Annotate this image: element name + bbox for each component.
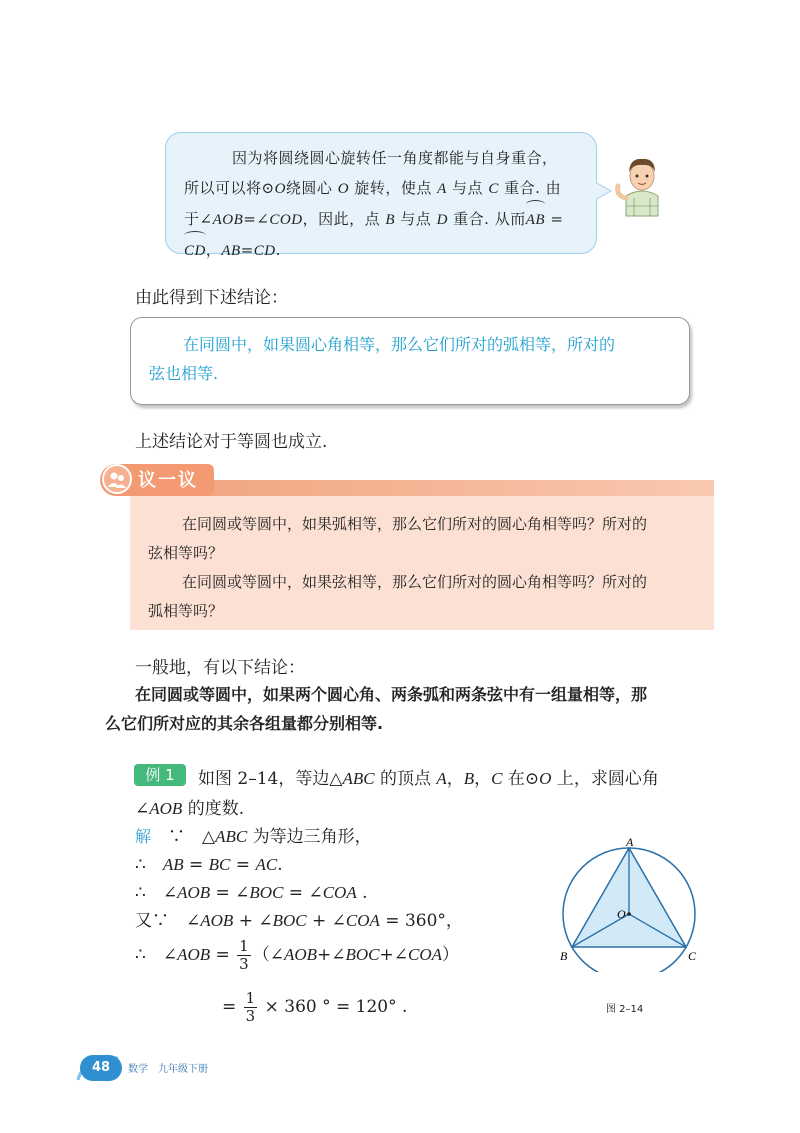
discussion-people-icon <box>102 464 132 494</box>
example-question-line-1: 如图 2–14，等边△ABC 的顶点 A，B，C 在⊙O 上，求圆心角 <box>198 769 659 789</box>
discussion-box <box>130 496 714 630</box>
teacher-illustration <box>612 150 672 220</box>
speech-bubble <box>165 132 597 259</box>
fraction-one-third: $\frac{1}{3}$ <box>239 937 249 973</box>
discussion-title: 议一议 <box>138 470 198 491</box>
footer-text: 数学 九年级下册 <box>128 1064 208 1075</box>
lead-text-2: 上述结论对于等圆也成立. <box>135 432 328 452</box>
discussion-q1-line1: 在同圆或等圆中，如果弧相等，那么它们所对的圆心角相等吗？所对的 <box>182 515 648 533</box>
label-a: A <box>626 835 634 849</box>
bubble-line-4: CD，AB=CD. <box>184 235 580 266</box>
solution-step-6: = $\frac{1}{3}$ × 360 ° = 120° . <box>222 989 408 1025</box>
label-b: B <box>560 949 568 963</box>
solution-label: 解 <box>135 827 152 846</box>
solution-step-2: ∴ AB = BC = AC. <box>135 855 283 875</box>
bubble-line-3: 于∠AOB=∠COD，因此，点 B 与点 D 重合. 从而AB = <box>184 204 580 235</box>
discussion-q2-line2: 弧相等吗？ <box>148 602 224 620</box>
label-o: O <box>617 907 626 921</box>
lead-text-1: 由此得到下述结论： <box>135 288 288 308</box>
solution-step-5: ∴ ∠AOB = $\frac{1}{3}$ （∠AOB+∠BOC+∠COA） <box>135 937 460 973</box>
conclusion-box <box>130 317 690 405</box>
discussion-header-bar <box>130 480 714 496</box>
figure-caption: 图 2–14 <box>606 1004 644 1015</box>
discussion-q1-line2: 弦相等吗？ <box>148 544 224 562</box>
solution-step-4: 又∵ ∠AOB + ∠BOC + ∠COA = 360°， <box>135 911 463 931</box>
bubble-line-2: 所以可以将⊙O绕圆心 O 旋转，使点 A 与点 C 重合. 由 <box>184 179 562 197</box>
conclusion-line-2: 弦也相等. <box>149 364 219 383</box>
general-bold-line-1: 在同圆或等圆中，如果两个圆心角、两条弧和两条弦中有一组量相等，那 <box>135 685 648 704</box>
example-question-line-2: ∠AOB 的度数. <box>135 799 245 819</box>
figure-2-14 <box>550 832 710 972</box>
discussion-q2-line1: 在同圆或等圆中，如果弦相等，那么它们所对的圆心角相等吗？所对的 <box>182 573 648 591</box>
label-c: C <box>688 949 697 963</box>
general-lead: 一般地，有以下结论： <box>135 658 305 678</box>
example-badge: 例 1 <box>134 764 186 786</box>
page-number: 48 <box>80 1055 122 1081</box>
fraction-one-third-2: $\frac{1}{3}$ <box>245 989 256 1025</box>
bubble-line-1: 因为将圆绕圆心旋转任一角度都能与自身重合， <box>232 149 558 167</box>
conclusion-line-1: 在同圆中，如果圆心角相等，那么它们所对的弧相等，所对的 <box>183 335 616 354</box>
solution-step-1: 解 ∵ △ABC 为等边三角形， <box>135 827 372 847</box>
general-bold-line-2: 么它们所对应的其余各组量都分别相等. <box>105 714 384 733</box>
solution-step-3: ∴ ∠AOB = ∠BOC = ∠COA . <box>135 883 368 903</box>
